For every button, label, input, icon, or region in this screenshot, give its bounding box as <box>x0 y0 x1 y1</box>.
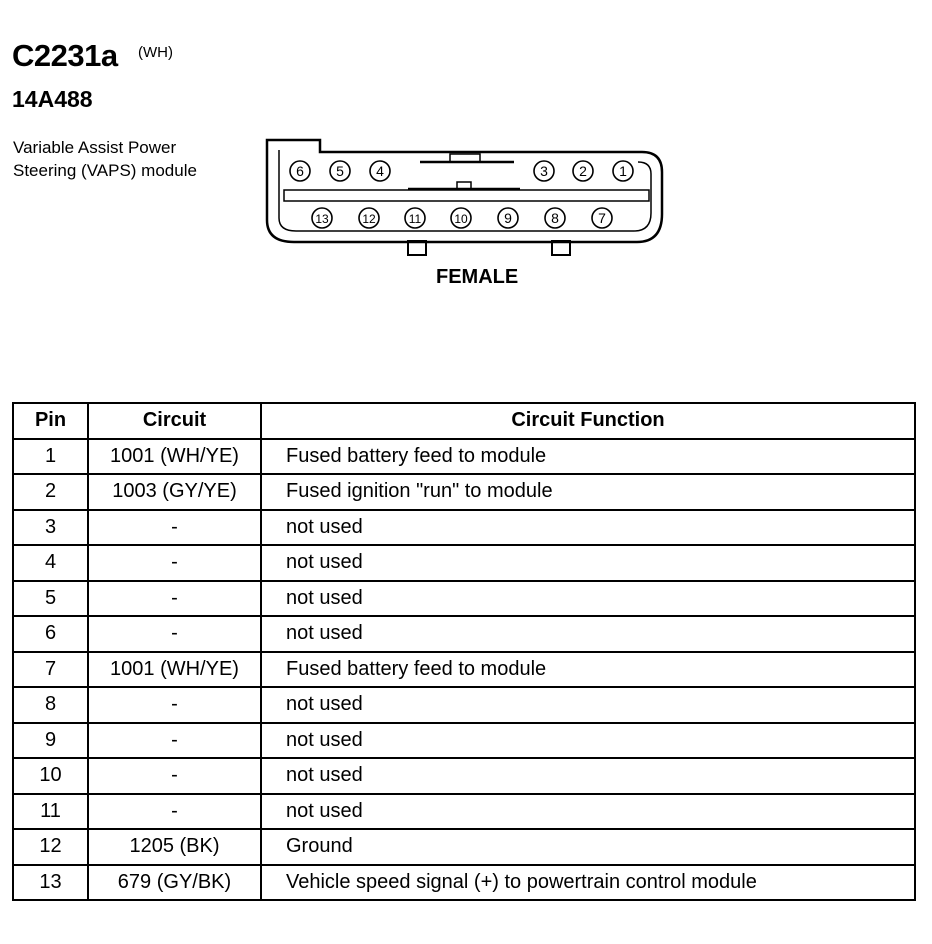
function-cell: not used <box>261 723 915 759</box>
circuit-cell: - <box>88 581 261 617</box>
circuit-cell: - <box>88 687 261 723</box>
table-row <box>13 545 915 581</box>
pin-label: 10 <box>454 212 468 226</box>
circuit-cell: - <box>88 616 261 652</box>
pin-cell: 2 <box>13 474 88 510</box>
function-cell: Vehicle speed signal (+) to powertrain control module <box>261 865 915 901</box>
circuit-cell: - <box>88 723 261 759</box>
circuit-cell: 1001 (WH/YE) <box>88 439 261 475</box>
table-header-row <box>13 403 915 439</box>
function-cell: not used <box>261 581 915 617</box>
pin-cell: 13 <box>13 865 88 901</box>
pinout-table <box>12 402 916 901</box>
function-cell: not used <box>261 794 915 830</box>
table-row <box>13 581 915 617</box>
part-number: 14A488 <box>12 86 93 112</box>
function-cell: not used <box>261 687 915 723</box>
header-pin: Pin <box>13 403 88 439</box>
pin-label: 6 <box>296 163 304 179</box>
circuit-cell: 679 (GY/BK) <box>88 865 261 901</box>
table-row <box>13 794 915 830</box>
function-cell: not used <box>261 545 915 581</box>
circuit-cell: 1003 (GY/YE) <box>88 474 261 510</box>
function-cell: Fused battery feed to module <box>261 652 915 688</box>
function-cell: not used <box>261 616 915 652</box>
pin-label: 2 <box>579 163 587 179</box>
pin-label: 7 <box>598 210 606 226</box>
circuit-cell: - <box>88 758 261 794</box>
pin-cell: 10 <box>13 758 88 794</box>
module-description: Variable Assist Power Steering (VAPS) module <box>13 138 197 180</box>
function-cell: Fused battery feed to module <box>261 439 915 475</box>
pin-group <box>290 161 633 228</box>
pin-cell: 8 <box>13 687 88 723</box>
function-cell: Ground <box>261 829 915 865</box>
circuit-cell: - <box>88 794 261 830</box>
table-row <box>13 439 915 475</box>
pin-cell: 7 <box>13 652 88 688</box>
circuit-cell: 1205 (BK) <box>88 829 261 865</box>
pin-cell: 1 <box>13 439 88 475</box>
table-row <box>13 865 915 901</box>
table-row <box>13 758 915 794</box>
pin-label: 1 <box>619 163 627 179</box>
table-row <box>13 829 915 865</box>
pin-cell: 12 <box>13 829 88 865</box>
pin-cell: 9 <box>13 723 88 759</box>
pin-cell: 4 <box>13 545 88 581</box>
pin-cell: 6 <box>13 616 88 652</box>
header-function: Circuit Function <box>261 403 915 439</box>
table-row <box>13 687 915 723</box>
color-code: (WH) <box>138 44 173 61</box>
pin-cell: 11 <box>13 794 88 830</box>
gender-label: FEMALE <box>436 266 519 288</box>
pin-label: 4 <box>376 163 384 179</box>
pin-label: 12 <box>362 212 376 226</box>
pin-label: 13 <box>315 212 329 226</box>
pin-cell: 3 <box>13 510 88 546</box>
pin-label: 9 <box>504 210 512 226</box>
pin-label: 3 <box>540 163 548 179</box>
table-row <box>13 616 915 652</box>
pin-cell: 5 <box>13 581 88 617</box>
connector-slot <box>284 190 649 201</box>
function-cell: not used <box>261 758 915 794</box>
pin-label: 8 <box>551 210 559 226</box>
table-row <box>13 510 915 546</box>
table-row <box>13 723 915 759</box>
circuit-cell: - <box>88 545 261 581</box>
circuit-cell: - <box>88 510 261 546</box>
table-row <box>13 474 915 510</box>
function-cell: Fused ignition "run" to module <box>261 474 915 510</box>
function-cell: not used <box>261 510 915 546</box>
header-circuit: Circuit <box>88 403 261 439</box>
connector-id: C2231a <box>12 38 118 73</box>
pin-label: 5 <box>336 163 344 179</box>
pin-label: 11 <box>408 212 422 226</box>
connector-diagram <box>262 134 666 258</box>
table-row <box>13 652 915 688</box>
circuit-cell: 1001 (WH/YE) <box>88 652 261 688</box>
